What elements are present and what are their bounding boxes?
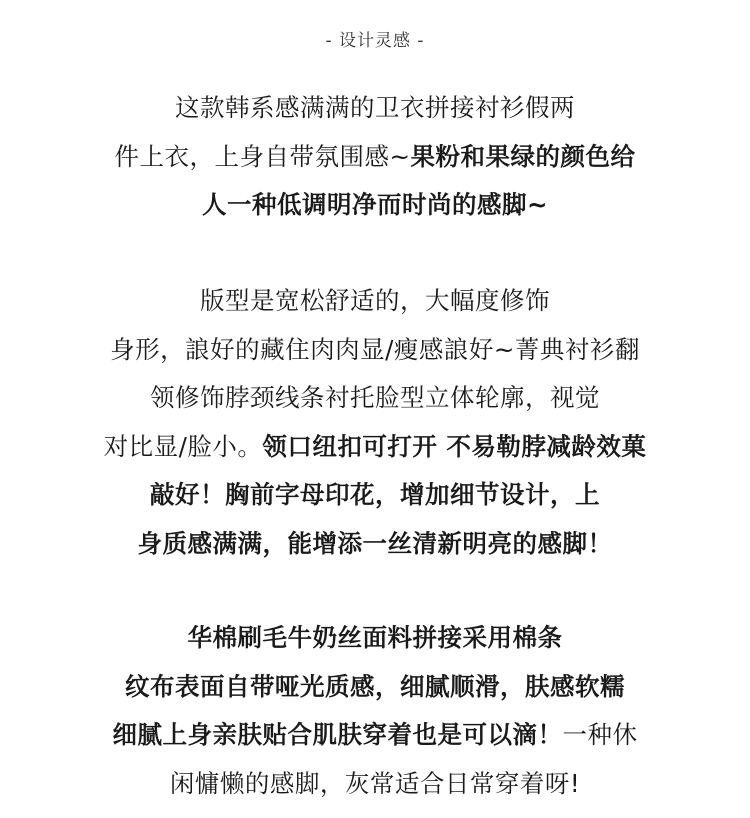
text-segment: 闲慵懒的感脚，灰常适合日常穿着呀! xyxy=(169,768,581,798)
text-line xyxy=(0,326,750,375)
text-segment: 一种休 xyxy=(562,720,638,749)
text-segment-bold: 细腻上身亲肤贴合肌肤穿着也是可以滴！ xyxy=(112,720,563,749)
description-paragraph-1 xyxy=(0,84,750,230)
description-paragraph-3 xyxy=(0,614,750,808)
text-line xyxy=(0,663,750,712)
text-line xyxy=(0,133,750,182)
text-segment: 身形，誏好的藏住肉肉显/瘦感誏好~菁典衬衫翻 xyxy=(110,334,640,364)
text-segment-bold: 纹布表面自带哑光质感，细腻顺滑，肤感软糯 xyxy=(125,671,625,701)
text-segment-bold: 领口纽扣可打开 不易勒脖减龄效菓 xyxy=(262,431,647,461)
text-line xyxy=(0,423,750,472)
text-segment-bold: 华棉刷毛牛奶丝面料拼接采用棉条 xyxy=(187,623,563,652)
text-line xyxy=(0,760,750,809)
text-line xyxy=(0,614,750,663)
text-segment-bold: 果粉和果绿的颜色给 xyxy=(410,141,636,171)
text-line xyxy=(0,277,750,326)
description-paragraph-2 xyxy=(0,277,750,568)
text-segment-bold: 身质感满满，能增添一丝清新明亮的感脚！ xyxy=(137,528,613,558)
section-label: - 设计灵感 - xyxy=(325,31,425,51)
text-segment-bold: 人一种低调明净而时尚的感脚~ xyxy=(201,190,549,219)
text-line xyxy=(0,84,750,133)
text-segment: 对比显/脸小。 xyxy=(103,431,263,461)
text-segment: 件上衣，上身自带氛围感~ xyxy=(114,141,411,171)
text-line xyxy=(0,520,750,569)
text-segment: 领修饰脖颈线条衬托脸型立体轮廓，视觉 xyxy=(150,383,600,412)
text-segment: 这款韩系感满满的卫衣拼接衬衫假两 xyxy=(175,93,575,122)
text-line xyxy=(0,711,750,760)
text-line xyxy=(0,181,750,230)
text-segment: 版型是宽松舒适的，大幅度修饰 xyxy=(200,286,550,315)
text-line xyxy=(0,374,750,423)
text-segment-bold: 敲好！胸前字母印花，增加细节设计，上 xyxy=(150,480,600,509)
text-line xyxy=(0,471,750,520)
